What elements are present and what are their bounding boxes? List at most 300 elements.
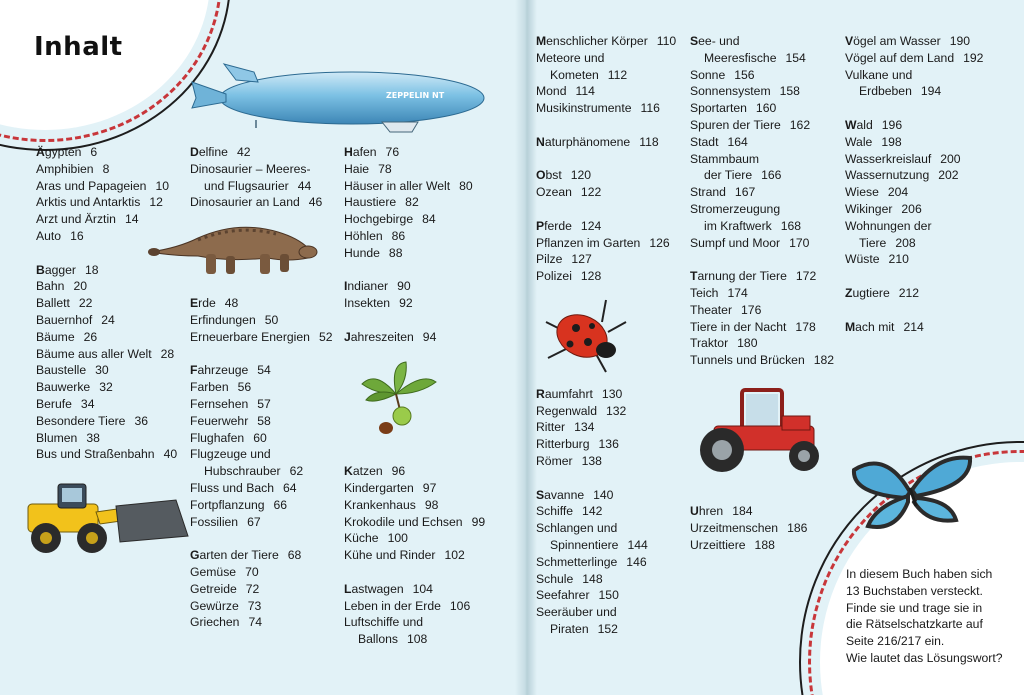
entry-topic: Meeresfische: [704, 50, 777, 65]
entry-page-number: 202: [938, 168, 959, 183]
entry-topic: Amphibien: [36, 161, 94, 176]
index-column-1: [36, 144, 177, 463]
index-entry: [690, 285, 834, 302]
index-entry: [36, 430, 177, 447]
entry-page-number: 18: [84, 262, 99, 277]
entry-topic: Theater: [690, 302, 733, 317]
page-title: Inhalt: [34, 32, 123, 62]
index-entry: [690, 352, 834, 369]
index-entry: [845, 285, 983, 302]
entry-page-number: 98: [424, 497, 439, 512]
entry-page-number: 116: [640, 101, 660, 116]
entry-gap: [536, 201, 676, 218]
entry-page-number: 38: [86, 430, 100, 445]
entry-gap: [536, 352, 676, 369]
index-entry: [536, 134, 676, 151]
entry-topic: Besondere Tiere: [36, 413, 126, 428]
index-entry: [536, 67, 676, 84]
index-entry: [344, 144, 485, 161]
entry-topic: Arzt und Ärztin: [36, 212, 116, 227]
entry-topic: Polizei: [536, 269, 572, 284]
entry-gap: [536, 117, 676, 134]
entry-topic: Wale: [845, 134, 873, 149]
index-entry: [344, 530, 485, 547]
entry-page-number: 42: [236, 145, 251, 159]
entry-topic: Urzeitmenschen: [690, 521, 779, 536]
entry-page-number: 180: [737, 336, 758, 351]
entry-page-number: 102: [444, 548, 465, 563]
entry-topic: Fortpflanzung: [190, 497, 265, 512]
entry-topic: Tiere in der Nacht: [690, 319, 787, 334]
entry-topic: Bauernhof: [36, 312, 93, 327]
entry-gap: [344, 362, 485, 379]
entry-page-number: 188: [754, 537, 775, 552]
index-entry: [36, 161, 177, 178]
entry-page-number: 108: [406, 632, 428, 647]
entry-topic: Schiffe: [536, 504, 574, 519]
entry-topic: Aras und Papageien: [36, 178, 147, 193]
index-entry: [536, 235, 676, 252]
entry-topic: Erneuerbare Energien: [190, 329, 310, 344]
entry-gap: [690, 487, 834, 504]
index-entry: [344, 581, 485, 598]
entry-topic: Regenwald: [536, 403, 597, 418]
index-entry: [845, 184, 983, 201]
entry-topic: Ritter: [536, 420, 566, 435]
entry-topic: Erfindungen: [190, 312, 256, 327]
index-entry: [845, 83, 983, 100]
entry-gap: [536, 369, 676, 386]
index-entry: [36, 329, 177, 346]
entry-page-number: 86: [391, 228, 406, 243]
entry-page-number: 127: [571, 252, 592, 267]
entry-page-number: 176: [741, 302, 762, 317]
entry-gap: [190, 278, 333, 295]
wheel-loader-illustration: [16, 478, 190, 558]
index-entry: [190, 312, 333, 329]
entry-topic: Krokodile und Echsen: [344, 514, 463, 529]
entry-page-number: 186: [787, 521, 808, 536]
index-entry: [690, 83, 834, 100]
entry-topic: Wüste: [845, 252, 880, 267]
index-entry: [536, 587, 676, 604]
index-entry: [344, 228, 485, 245]
entry-page-number: 14: [124, 212, 139, 227]
entry-page-number: 156: [734, 67, 755, 82]
entry-topic: See- und: [690, 34, 740, 48]
info-line: 13 Buchstaben versteckt.: [846, 583, 983, 598]
index-entry: [344, 547, 485, 564]
index-entry: [36, 228, 177, 245]
index-entry: [36, 262, 177, 279]
entry-gap: [344, 396, 485, 413]
index-entry: [536, 621, 676, 638]
entry-topic: Höhlen: [344, 228, 383, 243]
entry-page-number: 196: [881, 117, 903, 132]
entry-page-number: 150: [598, 588, 619, 603]
entry-topic: Hafen: [344, 145, 377, 159]
entry-gap: [344, 430, 485, 447]
entry-topic: Spuren der Tiere: [690, 117, 781, 132]
entry-topic: Meteore und: [536, 50, 605, 65]
index-entry: [536, 268, 676, 285]
entry-page-number: 12: [149, 195, 163, 210]
entry-topic: Tunnels und Brücken: [690, 353, 805, 368]
entry-topic: Delfine: [190, 145, 228, 159]
entry-page-number: 122: [580, 185, 602, 200]
entry-page-number: 60: [253, 430, 267, 445]
index-entry: [690, 167, 834, 184]
entry-page-number: 90: [397, 279, 411, 294]
index-entry: [190, 514, 333, 531]
index-entry: [690, 67, 834, 84]
entry-topic: Hubschrauber: [204, 464, 281, 479]
entry-topic: Piraten: [550, 621, 589, 636]
entry-topic: Haustiere: [344, 195, 397, 210]
entry-topic: Haie: [344, 161, 370, 176]
entry-topic: Insekten: [344, 296, 391, 311]
index-entry: [690, 134, 834, 151]
entry-page-number: 57: [257, 396, 271, 411]
entry-topic: Uhren: [690, 504, 724, 519]
entry-page-number: 106: [449, 598, 471, 613]
index-entry: [344, 245, 485, 262]
index-entry: [845, 319, 983, 336]
entry-page-number: 32: [99, 380, 113, 395]
entry-gap: [690, 419, 834, 436]
index-entry: [845, 67, 983, 84]
index-entry: [845, 134, 983, 151]
index-entry: [690, 520, 834, 537]
index-entry: [190, 547, 333, 564]
entry-topic: Bus und Straßenbahn: [36, 447, 155, 462]
entry-page-number: 20: [73, 279, 88, 294]
entry-page-number: 178: [795, 319, 816, 334]
entry-page-number: 204: [887, 185, 909, 200]
entry-topic: Schule: [536, 571, 574, 586]
index-entry: [344, 631, 485, 648]
index-entry: [344, 278, 485, 295]
entry-topic: Blumen: [36, 430, 78, 445]
entry-page-number: 124: [580, 218, 602, 233]
index-entry: [190, 161, 333, 178]
entry-page-number: 182: [813, 353, 835, 368]
index-entry: [536, 604, 676, 621]
entry-page-number: 97: [422, 480, 437, 495]
entry-gap: [344, 346, 485, 363]
entry-page-number: 140: [593, 487, 614, 502]
entry-page-number: 54: [257, 363, 271, 378]
entry-page-number: 184: [732, 504, 753, 519]
entry-topic: Berufe: [36, 396, 72, 411]
entry-topic: Pilze: [536, 252, 563, 267]
entry-page-number: 167: [734, 185, 756, 200]
info-line: Finde sie und trage sie in: [846, 600, 983, 615]
entry-page-number: 110: [656, 34, 677, 48]
entry-page-number: 100: [387, 531, 408, 546]
entry-topic: Gemüse: [190, 564, 237, 579]
index-entry: [190, 144, 333, 161]
index-entry: [536, 386, 676, 403]
entry-page-number: 46: [308, 195, 323, 210]
entry-topic: und Flugsaurier: [204, 178, 289, 193]
entry-page-number: 99: [471, 514, 486, 529]
info-line: die Rätselschatzkarte auf: [846, 617, 983, 632]
entry-page-number: 194: [920, 84, 942, 99]
entry-page-number: 144: [627, 537, 648, 552]
entry-page-number: 162: [789, 117, 811, 132]
zeppelin-illustration: [186, 58, 488, 142]
entry-topic: Schmetterlinge: [536, 554, 618, 569]
entry-page-number: 104: [412, 581, 433, 596]
index-entry: [344, 480, 485, 497]
entry-topic: Fossilien: [190, 514, 239, 529]
entry-topic: Stadt: [690, 134, 719, 149]
entry-topic: Ägypten: [36, 145, 82, 159]
index-entry: [845, 201, 983, 218]
entry-page-number: 50: [264, 312, 279, 327]
entry-gap: [536, 335, 676, 352]
entry-page-number: 62: [289, 464, 304, 479]
entry-topic: Urzeittiere: [690, 537, 746, 552]
entry-topic: Naturphänomene: [536, 134, 631, 149]
zeppelin-label: ZEPPELIN NT: [386, 91, 445, 100]
entry-page-number: 84: [422, 212, 436, 227]
index-entry: [190, 614, 333, 631]
entry-topic: Baustelle: [36, 363, 87, 378]
entry-page-number: 64: [283, 480, 297, 495]
entry-page-number: 200: [940, 151, 961, 166]
entry-page-number: 152: [597, 621, 618, 636]
entry-topic: Wasserkreislauf: [845, 151, 932, 166]
entry-gap: [344, 312, 485, 329]
entry-topic: Römer: [536, 453, 573, 468]
entry-topic: der Tiere: [704, 168, 753, 183]
entry-topic: Katzen: [344, 464, 383, 479]
entry-page-number: 74: [248, 615, 263, 630]
index-entry: [344, 161, 485, 178]
index-entry: [536, 167, 676, 184]
entry-gap: [36, 245, 177, 262]
index-entry: [344, 211, 485, 228]
entry-page-number: 130: [601, 386, 623, 401]
info-line: In diesem Buch haben sich: [846, 567, 993, 581]
entry-page-number: 24: [101, 312, 115, 327]
entry-page-number: 56: [237, 380, 252, 395]
entry-topic: Küche: [344, 531, 379, 546]
index-entry: [36, 295, 177, 312]
index-entry: [190, 598, 333, 615]
index-entry: [690, 117, 834, 134]
index-entry: [845, 33, 983, 50]
entry-gap: [190, 346, 333, 363]
entry-topic: Dinosaurier – Meeres-: [190, 161, 311, 176]
index-entry: [536, 436, 676, 453]
entry-topic: Hochgebirge: [344, 212, 414, 227]
entry-topic: Erdbeben: [859, 84, 912, 99]
entry-gap: [344, 379, 485, 396]
entry-page-number: 94: [422, 329, 437, 344]
index-entry: [190, 497, 333, 514]
entry-topic: Tiere: [859, 235, 887, 250]
entry-topic: Seeräuber und: [536, 605, 617, 620]
entry-page-number: 36: [134, 413, 148, 428]
entry-page-number: 88: [388, 245, 403, 260]
entry-page-number: 146: [626, 554, 647, 569]
entry-page-number: 118: [639, 134, 659, 149]
entry-topic: Lastwagen: [344, 581, 404, 596]
index-entry: [536, 419, 676, 436]
entry-topic: Ritterburg: [536, 437, 590, 452]
entry-page-number: 6: [90, 145, 98, 159]
index-entry: [344, 598, 485, 615]
entry-page-number: 8: [102, 161, 110, 176]
index-entry: [690, 302, 834, 319]
index-entry: [190, 480, 333, 497]
entry-topic: Bahn: [36, 279, 65, 294]
entry-page-number: 67: [247, 514, 261, 529]
entry-topic: Tarnung der Tiere: [690, 269, 787, 284]
entry-page-number: 168: [780, 218, 802, 233]
entry-topic: Getreide: [190, 581, 237, 596]
index-column-5: [690, 33, 834, 554]
entry-page-number: 136: [598, 437, 619, 452]
entry-topic: Kühe und Rinder: [344, 548, 436, 563]
butterfly-illustration: [846, 450, 976, 534]
entry-gap: [536, 319, 676, 336]
index-entry: [536, 251, 676, 268]
index-entry: [536, 503, 676, 520]
entry-topic: Sonnensystem: [690, 84, 771, 99]
entry-page-number: 134: [574, 420, 595, 435]
entry-page-number: 214: [903, 319, 924, 334]
entry-gap: [190, 530, 333, 547]
entry-topic: Fluss und Bach: [190, 480, 275, 495]
entry-topic: Gewürze: [190, 598, 239, 613]
index-entry: [690, 100, 834, 117]
book-gutter: [515, 0, 537, 695]
entry-topic: Kindergarten: [344, 480, 414, 495]
entry-page-number: 206: [901, 201, 922, 216]
entry-topic: Mach mit: [845, 319, 895, 334]
entry-gap: [690, 403, 834, 420]
index-entry: [190, 194, 333, 211]
entry-topic: Teich: [690, 285, 719, 300]
index-entry: [344, 329, 485, 346]
entry-topic: Wohnungen der: [845, 218, 932, 233]
index-entry: [36, 194, 177, 211]
puzzle-info-text: [846, 566, 1024, 667]
entry-topic: Raumfahrt: [536, 386, 593, 401]
entry-page-number: 40: [163, 447, 178, 462]
entry-topic: Menschlicher Körper: [536, 34, 648, 48]
index-entry: [690, 319, 834, 336]
entry-page-number: 190: [949, 34, 971, 48]
entry-gap: [536, 285, 676, 302]
index-entry: [190, 463, 333, 480]
index-entry: [845, 151, 983, 168]
index-column-3: [344, 144, 485, 648]
index-entry: [190, 396, 333, 413]
entry-topic: Indianer: [344, 279, 389, 294]
index-entry: [536, 453, 676, 470]
entry-page-number: 128: [580, 269, 602, 284]
index-entry: [690, 50, 834, 67]
index-entry: [536, 50, 676, 67]
entry-page-number: 198: [881, 134, 902, 149]
entry-topic: Traktor: [690, 336, 729, 351]
entry-page-number: 154: [785, 50, 806, 65]
entry-topic: Griechen: [190, 615, 240, 630]
entry-page-number: 52: [318, 329, 333, 344]
index-entry: [36, 211, 177, 228]
index-entry: [36, 312, 177, 329]
entry-page-number: 73: [247, 598, 262, 613]
entry-page-number: 192: [963, 50, 984, 65]
entry-page-number: 208: [895, 235, 916, 250]
entry-topic: Strand: [690, 185, 726, 200]
entry-gap: [190, 245, 333, 262]
entry-gap: [190, 228, 333, 245]
entry-topic: Stromerzeugung: [690, 201, 781, 216]
index-entry: [536, 403, 676, 420]
entry-topic: Arktis und Antarktis: [36, 195, 141, 210]
entry-topic: Sumpf und Moor: [690, 235, 781, 250]
entry-gap: [536, 470, 676, 487]
index-entry: [190, 413, 333, 430]
index-entry: [344, 194, 485, 211]
index-entry: [845, 218, 983, 235]
entry-page-number: 78: [378, 161, 392, 176]
index-entry: [690, 33, 834, 50]
entry-topic: Wald: [845, 117, 873, 132]
entry-page-number: 158: [779, 84, 800, 99]
entry-page-number: 76: [385, 145, 400, 159]
entry-topic: Häuser in aller Welt: [344, 178, 451, 193]
index-entry: [190, 446, 333, 463]
entry-page-number: 72: [245, 581, 260, 596]
index-entry: [690, 218, 834, 235]
entry-page-number: 114: [575, 84, 595, 99]
entry-page-number: 48: [224, 296, 239, 311]
index-entry: [36, 446, 177, 463]
entry-page-number: 120: [570, 168, 592, 183]
index-entry: [36, 278, 177, 295]
entry-topic: Savanne: [536, 487, 585, 502]
index-entry: [690, 184, 834, 201]
entry-topic: Krankenhaus: [344, 497, 416, 512]
index-entry: [36, 178, 177, 195]
index-entry: [344, 463, 485, 480]
entry-page-number: 132: [605, 403, 627, 418]
index-entry: [36, 379, 177, 396]
index-entry: [536, 520, 676, 537]
index-entry: [190, 329, 333, 346]
entry-topic: Seefahrer: [536, 588, 590, 603]
info-line: Seite 216/217 ein.: [846, 634, 945, 649]
index-entry: [536, 100, 676, 117]
entry-topic: Spinnentiere: [550, 537, 619, 552]
entry-page-number: 164: [727, 134, 748, 149]
entry-page-number: 142: [582, 504, 603, 519]
index-entry: [690, 235, 834, 252]
entry-page-number: 28: [160, 346, 175, 361]
entry-topic: Vulkane und: [845, 67, 913, 82]
entry-topic: Flughafen: [190, 430, 245, 445]
entry-topic: Flugzeuge und: [190, 447, 271, 462]
entry-topic: Stammbaum: [690, 151, 760, 166]
index-entry: [190, 379, 333, 396]
